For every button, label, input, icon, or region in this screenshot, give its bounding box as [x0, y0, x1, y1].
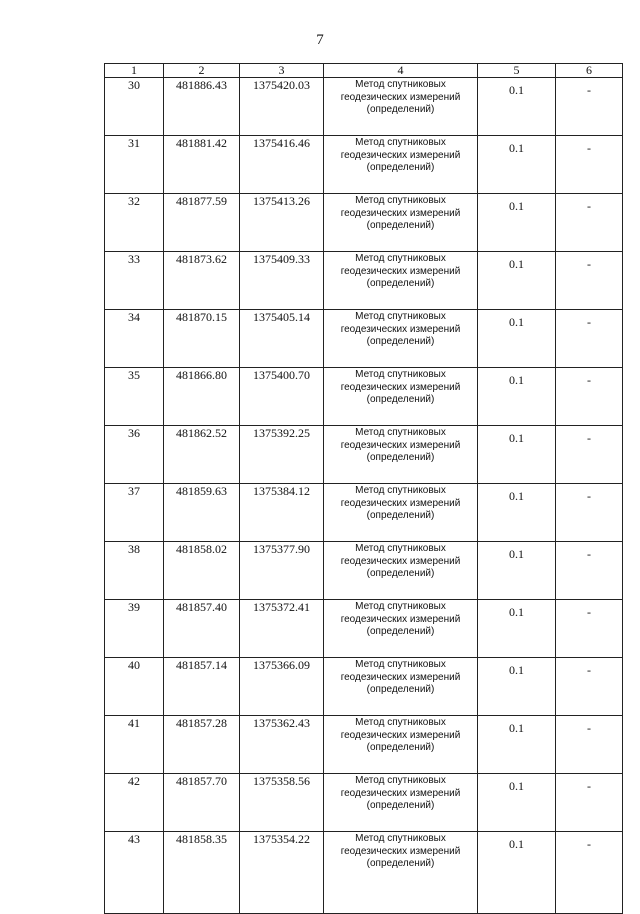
accuracy-cell: 0.1 [478, 658, 556, 716]
point-number-cell: 38 [105, 542, 164, 600]
table-row [105, 426, 623, 484]
y-coordinate-cell: 1375377.90 [240, 542, 324, 600]
accuracy-cell: 0.1 [478, 78, 556, 136]
y-coordinate-cell: 1375366.09 [240, 658, 324, 716]
note-cell: - [556, 600, 623, 658]
x-coordinate-cell: 481862.52 [164, 426, 240, 484]
x-coordinate-cell: 481866.80 [164, 368, 240, 426]
point-number-cell: 43 [105, 832, 164, 914]
point-number-cell: 35 [105, 368, 164, 426]
table-row [105, 716, 623, 774]
x-coordinate-cell: 481877.59 [164, 194, 240, 252]
point-number-cell: 41 [105, 716, 164, 774]
method-cell: Метод спутниковых геодезических измерений (определений) [324, 136, 478, 194]
y-coordinate-cell: 1375400.70 [240, 368, 324, 426]
column-header: 6 [556, 64, 623, 78]
method-cell: Метод спутниковых геодезических измерений (определений) [324, 774, 478, 832]
x-coordinate-cell: 481873.62 [164, 252, 240, 310]
note-cell: - [556, 368, 623, 426]
y-coordinate-cell: 1375405.14 [240, 310, 324, 368]
table-row [105, 774, 623, 832]
table-row [105, 600, 623, 658]
y-coordinate-cell: 1375372.41 [240, 600, 324, 658]
y-coordinate-cell: 1375362.43 [240, 716, 324, 774]
table-row [105, 310, 623, 368]
x-coordinate-cell: 481857.40 [164, 600, 240, 658]
accuracy-cell: 0.1 [478, 542, 556, 600]
method-cell: Метод спутниковых геодезических измерений (определений) [324, 252, 478, 310]
point-number-cell: 36 [105, 426, 164, 484]
y-coordinate-cell: 1375384.12 [240, 484, 324, 542]
method-cell: Метод спутниковых геодезических измерений (определений) [324, 716, 478, 774]
accuracy-cell: 0.1 [478, 136, 556, 194]
note-cell: - [556, 716, 623, 774]
y-coordinate-cell: 1375358.56 [240, 774, 324, 832]
note-cell: - [556, 194, 623, 252]
table-row [105, 832, 623, 914]
method-cell: Метод спутниковых геодезических измерений (определений) [324, 600, 478, 658]
y-coordinate-cell: 1375413.26 [240, 194, 324, 252]
table-row [105, 658, 623, 716]
accuracy-cell: 0.1 [478, 832, 556, 914]
method-cell: Метод спутниковых геодезических измерений (определений) [324, 542, 478, 600]
accuracy-cell: 0.1 [478, 252, 556, 310]
x-coordinate-cell: 481858.35 [164, 832, 240, 914]
method-cell: Метод спутниковых геодезических измерений (определений) [324, 426, 478, 484]
table-row [105, 484, 623, 542]
note-cell: - [556, 310, 623, 368]
note-cell: - [556, 832, 623, 914]
table-header-row [105, 64, 623, 78]
note-cell: - [556, 774, 623, 832]
table-row [105, 78, 623, 136]
note-cell: - [556, 426, 623, 484]
y-coordinate-cell: 1375392.25 [240, 426, 324, 484]
point-number-cell: 33 [105, 252, 164, 310]
x-coordinate-cell: 481870.15 [164, 310, 240, 368]
note-cell: - [556, 136, 623, 194]
column-header: 4 [324, 64, 478, 78]
y-coordinate-cell: 1375354.22 [240, 832, 324, 914]
note-cell: - [556, 542, 623, 600]
method-cell: Метод спутниковых геодезических измерений (определений) [324, 194, 478, 252]
y-coordinate-cell: 1375420.03 [240, 78, 324, 136]
point-number-cell: 37 [105, 484, 164, 542]
point-number-cell: 32 [105, 194, 164, 252]
point-number-cell: 31 [105, 136, 164, 194]
method-cell: Метод спутниковых геодезических измерений (определений) [324, 832, 478, 914]
y-coordinate-cell: 1375416.46 [240, 136, 324, 194]
column-header: 3 [240, 64, 324, 78]
x-coordinate-cell: 481857.70 [164, 774, 240, 832]
accuracy-cell: 0.1 [478, 774, 556, 832]
table-row [105, 136, 623, 194]
column-header: 2 [164, 64, 240, 78]
point-number-cell: 34 [105, 310, 164, 368]
column-header: 1 [105, 64, 164, 78]
method-cell: Метод спутниковых геодезических измерений (определений) [324, 368, 478, 426]
accuracy-cell: 0.1 [478, 716, 556, 774]
x-coordinate-cell: 481881.42 [164, 136, 240, 194]
method-cell: Метод спутниковых геодезических измерений (определений) [324, 310, 478, 368]
note-cell: - [556, 658, 623, 716]
x-coordinate-cell: 481858.02 [164, 542, 240, 600]
method-cell: Метод спутниковых геодезических измерений (определений) [324, 484, 478, 542]
note-cell: - [556, 484, 623, 542]
table-row [105, 368, 623, 426]
point-number-cell: 40 [105, 658, 164, 716]
x-coordinate-cell: 481857.14 [164, 658, 240, 716]
accuracy-cell: 0.1 [478, 194, 556, 252]
column-header: 5 [478, 64, 556, 78]
method-cell: Метод спутниковых геодезических измерений (определений) [324, 78, 478, 136]
page-number: 7 [316, 32, 324, 48]
point-number-cell: 30 [105, 78, 164, 136]
accuracy-cell: 0.1 [478, 368, 556, 426]
method-cell: Метод спутниковых геодезических измерений (определений) [324, 658, 478, 716]
point-number-cell: 42 [105, 774, 164, 832]
table-row [105, 252, 623, 310]
accuracy-cell: 0.1 [478, 484, 556, 542]
accuracy-cell: 0.1 [478, 600, 556, 658]
table-row [105, 194, 623, 252]
y-coordinate-cell: 1375409.33 [240, 252, 324, 310]
note-cell: - [556, 78, 623, 136]
accuracy-cell: 0.1 [478, 426, 556, 484]
table-row [105, 542, 623, 600]
x-coordinate-cell: 481886.43 [164, 78, 240, 136]
note-cell: - [556, 252, 623, 310]
x-coordinate-cell: 481859.63 [164, 484, 240, 542]
point-number-cell: 39 [105, 600, 164, 658]
coordinates-table [104, 63, 623, 914]
x-coordinate-cell: 481857.28 [164, 716, 240, 774]
accuracy-cell: 0.1 [478, 310, 556, 368]
